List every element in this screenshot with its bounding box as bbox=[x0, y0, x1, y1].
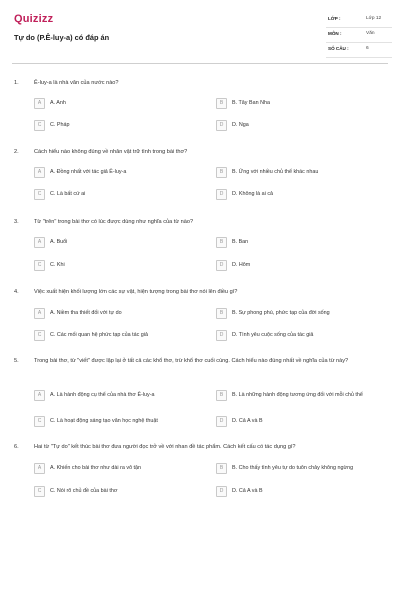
meta-value: 6 bbox=[366, 46, 369, 51]
option-key-box: D bbox=[216, 189, 227, 200]
option-key-box: D bbox=[216, 330, 227, 341]
option-key-box: B bbox=[216, 390, 227, 401]
option-text: C. Các mối quan hệ phức tạp của tác giả bbox=[50, 332, 149, 338]
option-text: D. Tình yêu cuộc sống của tác giả bbox=[232, 332, 314, 338]
worksheet-meta bbox=[326, 13, 392, 58]
question-text: Từ "trên" trong bài thơ có lúc được dùng như nghĩa của từ nào? bbox=[34, 219, 194, 225]
meta-row-subject bbox=[326, 28, 392, 43]
option-key-box: B bbox=[216, 167, 227, 178]
option-text: D. Không là ai cả bbox=[232, 191, 274, 197]
option-text: D. Hôm bbox=[232, 262, 251, 268]
question-number: 6. bbox=[14, 444, 19, 450]
option-key-box: B bbox=[216, 237, 227, 248]
question-text: Việc xuất hiện khối lượng lớn các sự vật, hiện tượng trong bài thơ nói lên điều gì? bbox=[34, 289, 238, 295]
option-key-box: C bbox=[34, 120, 45, 131]
header-divider bbox=[12, 63, 388, 64]
option-key-box: A bbox=[34, 463, 45, 474]
option-text: A. Buổi bbox=[50, 239, 68, 245]
quizizz-logo: Quizizz bbox=[14, 13, 54, 25]
meta-value: Lớp 12 bbox=[366, 16, 382, 21]
option-text: D. Cả A và B bbox=[232, 488, 263, 494]
option-text: D. Nga bbox=[232, 122, 249, 128]
option-text: A. Niềm tha thiết đối với tự do bbox=[50, 310, 122, 316]
option-text: B. Tây Ban Nha bbox=[232, 100, 270, 106]
option-text: C. Khi bbox=[50, 262, 65, 268]
option-text: B. Ứng với nhiều chủ thể khác nhau bbox=[232, 169, 319, 175]
option-key-box: A bbox=[34, 308, 45, 319]
question-number: 4. bbox=[14, 289, 19, 295]
option-text: B. Là những hành động tương ứng đối với mỗi chủ thể bbox=[232, 392, 363, 398]
option-text: B. Cho thấy tình yêu tự do tuôn chảy không ngừng bbox=[232, 465, 354, 471]
option-key-box: C bbox=[34, 189, 45, 200]
question-text: Hai từ "Tự do" kết thúc bài thơ đưa người đọc trở về với nhan đề tác phẩm. Cách kết cấu có tác dụng gì? bbox=[34, 444, 296, 450]
option-text: C. Là bất cứ ai bbox=[50, 191, 86, 197]
option-key-box: A bbox=[34, 98, 45, 109]
option-key-box: C bbox=[34, 486, 45, 497]
option-key-box: A bbox=[34, 237, 45, 248]
option-key-box: D bbox=[216, 486, 227, 497]
option-text: D. Cả A và B bbox=[232, 418, 263, 424]
question-text: Ê-luy-a là nhà văn của nước nào? bbox=[34, 80, 119, 86]
option-key-box: B bbox=[216, 308, 227, 319]
question-number: 3. bbox=[14, 219, 19, 225]
meta-label: LỚP : bbox=[328, 16, 341, 21]
worksheet-title: Tự do (P.Ê-luy-a) có đáp án bbox=[14, 33, 110, 42]
option-key-box: C bbox=[34, 416, 45, 427]
option-key-box: D bbox=[216, 260, 227, 271]
meta-label: SỐ CÂU : bbox=[328, 46, 349, 51]
option-key-box: B bbox=[216, 98, 227, 109]
meta-row-class bbox=[326, 13, 392, 28]
question-number: 5. bbox=[14, 358, 19, 364]
option-key-box: D bbox=[216, 120, 227, 131]
option-text: C. Pháp bbox=[50, 122, 70, 128]
option-key-box: A bbox=[34, 390, 45, 401]
option-text: C. Nói rõ chủ đề của bài thơ bbox=[50, 488, 118, 494]
option-text: C. Là hoạt động sáng tạo văn học nghệ thuật bbox=[50, 418, 158, 424]
option-key-box: C bbox=[34, 330, 45, 341]
option-text: A. Anh bbox=[50, 100, 66, 106]
meta-row-count bbox=[326, 43, 392, 58]
option-text: A. Là hành động cụ thể của nhà thơ Ê-luy-a bbox=[50, 392, 155, 398]
option-key-box: A bbox=[34, 167, 45, 178]
option-key-box: B bbox=[216, 463, 227, 474]
question-number: 1. bbox=[14, 80, 19, 86]
option-key-box: D bbox=[216, 416, 227, 427]
option-key-box: C bbox=[34, 260, 45, 271]
option-text: A. Khiến cho bài thơ như dài ra vô tận bbox=[50, 465, 142, 471]
option-text: A. Đồng nhất với tác giả Ê-luy-a bbox=[50, 169, 127, 175]
option-text: B. Sự phong phú, phức tạp của đời sống bbox=[232, 310, 330, 316]
question-number: 2. bbox=[14, 149, 19, 155]
question-text: Trong bài thơ, từ "viết" được lặp lại ở tất cả các khổ thơ, trừ khổ thơ cuối cùng. Cách hiểu nào đúng nhất về nghĩa của từ này? bbox=[34, 358, 349, 364]
option-text: B. Ban bbox=[232, 239, 249, 245]
meta-value: Văn bbox=[366, 31, 375, 36]
question-text: Cách hiểu nào không đúng về nhân vật trữ tình trong bài thơ? bbox=[34, 149, 188, 155]
meta-label: MÔN : bbox=[328, 31, 342, 36]
